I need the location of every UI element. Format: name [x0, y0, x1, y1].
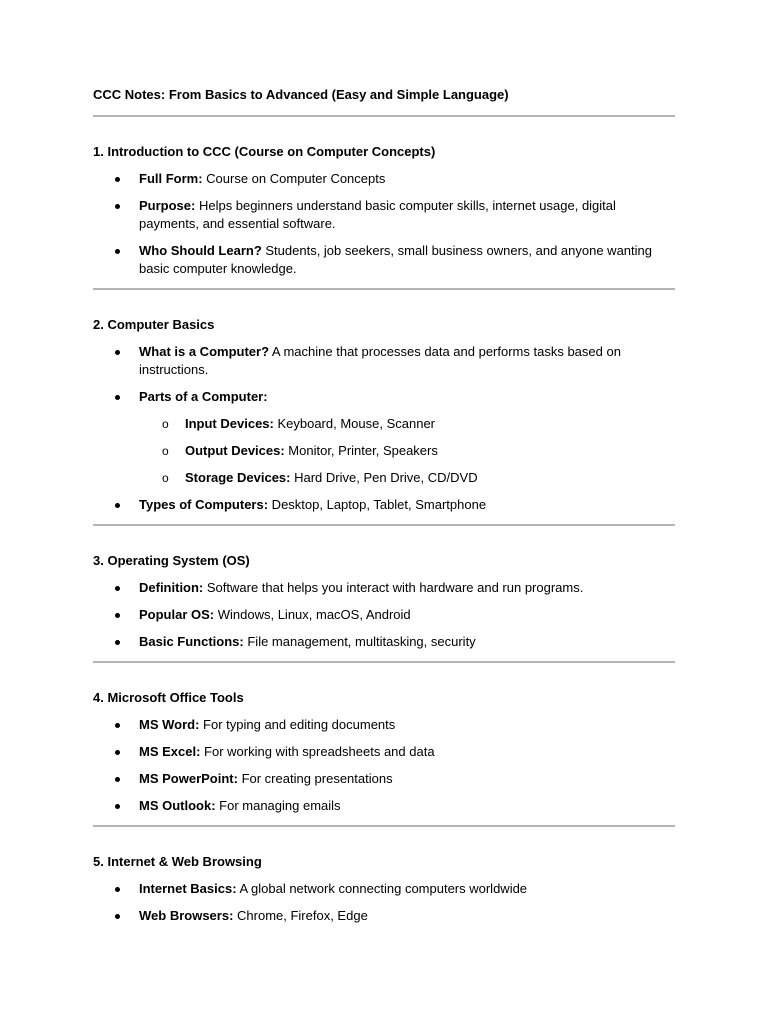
- bullet-icon: [115, 640, 120, 645]
- bullet-list: [93, 880, 675, 925]
- section-divider: [93, 661, 675, 663]
- item-text: Students, job seekers, small business owners, and anyone wanting basic computer knowledge.: [139, 243, 652, 276]
- section-heading: 2. Computer Basics: [93, 317, 215, 332]
- item-text: Course on Computer Concepts: [202, 171, 386, 186]
- section-heading: 3. Operating System (OS): [93, 553, 250, 568]
- list-item: [93, 388, 675, 487]
- section-heading: 4. Microsoft Office Tools: [93, 690, 244, 705]
- list-item: [93, 797, 675, 815]
- sub-list-item: [139, 442, 675, 460]
- bullet-icon: [115, 249, 120, 254]
- item-label: Full Form:: [139, 171, 203, 186]
- item-label: Internet Basics:: [139, 881, 237, 896]
- item-text: Monitor, Printer, Speakers: [284, 443, 438, 458]
- sub-list: [139, 415, 675, 487]
- list-item: [93, 579, 675, 597]
- document-title: CCC Notes: From Basics to Advanced (Easy and Simple Language): [93, 87, 509, 102]
- bullet-icon: [115, 177, 120, 182]
- list-item: [93, 880, 675, 898]
- sub-list-item: [139, 469, 675, 487]
- item-text: Keyboard, Mouse, Scanner: [273, 416, 436, 431]
- item-text: Software that helps you interact with hardware and run programs.: [203, 580, 584, 595]
- list-item: [93, 496, 675, 514]
- circle-bullet-icon: o: [162, 417, 169, 431]
- bullet-list: [93, 716, 675, 815]
- list-item: [93, 743, 675, 761]
- item-text: Desktop, Laptop, Tablet, Smartphone: [268, 497, 487, 512]
- item-label: MS Excel:: [139, 744, 201, 759]
- item-label: MS Outlook:: [139, 798, 216, 813]
- item-label: Output Devices:: [185, 443, 285, 458]
- sub-list-item: [139, 415, 675, 433]
- bullet-icon: [115, 503, 120, 508]
- bullet-icon: [115, 350, 120, 355]
- section-divider: [93, 524, 675, 526]
- item-label: What is a Computer?: [139, 344, 270, 359]
- list-item: [93, 242, 675, 278]
- bullet-list: [93, 343, 675, 514]
- item-label: Storage Devices:: [185, 470, 291, 485]
- list-item: [93, 170, 675, 188]
- section-introduction: [93, 143, 675, 290]
- section-divider: [93, 288, 675, 290]
- bullet-list: [93, 170, 675, 278]
- item-text: A machine that processes data and performs tasks based on instructions.: [139, 344, 621, 377]
- item-text: Chrome, Firefox, Edge: [233, 908, 368, 923]
- bullet-icon: [115, 914, 120, 919]
- section-office-tools: [93, 689, 675, 827]
- item-label: MS PowerPoint:: [139, 771, 238, 786]
- item-label: Parts of a Computer:: [139, 389, 268, 404]
- bullet-icon: [115, 395, 120, 400]
- list-item: [93, 716, 675, 734]
- list-item: [93, 633, 675, 651]
- document-page: [93, 86, 675, 925]
- item-label: Popular OS:: [139, 607, 215, 622]
- circle-bullet-icon: o: [162, 444, 169, 458]
- item-text: Hard Drive, Pen Drive, CD/DVD: [290, 470, 478, 485]
- item-label: Who Should Learn?: [139, 243, 262, 258]
- bullet-icon: [115, 204, 120, 209]
- bullet-icon: [115, 750, 120, 755]
- list-item: [93, 197, 675, 233]
- item-text: A global network connecting computers worldwide: [236, 881, 528, 896]
- item-label: Types of Computers:: [139, 497, 269, 512]
- bullet-icon: [115, 804, 120, 809]
- item-text: File management, multitasking, security: [243, 634, 476, 649]
- bullet-icon: [115, 613, 120, 618]
- bullet-icon: [115, 586, 120, 591]
- bullet-list: [93, 579, 675, 651]
- item-text: For managing emails: [215, 798, 341, 813]
- item-text: Windows, Linux, macOS, Android: [214, 607, 411, 622]
- item-label: Input Devices:: [185, 416, 274, 431]
- bullet-icon: [115, 723, 120, 728]
- item-text: For working with spreadsheets and data: [200, 744, 435, 759]
- list-item: [93, 770, 675, 788]
- section-divider: [93, 825, 675, 827]
- item-label: Purpose:: [139, 198, 196, 213]
- item-label: MS Word:: [139, 717, 200, 732]
- section-internet: [93, 853, 675, 925]
- section-computer-basics: [93, 316, 675, 526]
- section-heading: 1. Introduction to CCC (Course on Computer Concepts): [93, 144, 436, 159]
- bullet-icon: [115, 777, 120, 782]
- list-item: [93, 343, 675, 379]
- section-heading: 5. Internet & Web Browsing: [93, 854, 262, 869]
- item-text: For typing and editing documents: [199, 717, 396, 732]
- circle-bullet-icon: o: [162, 471, 169, 485]
- list-item: [93, 907, 675, 925]
- section-operating-system: [93, 552, 675, 663]
- item-text: For creating presentations: [237, 771, 393, 786]
- item-label: Definition:: [139, 580, 204, 595]
- item-label: Basic Functions:: [139, 634, 244, 649]
- title-divider: [93, 115, 675, 117]
- bullet-icon: [115, 887, 120, 892]
- item-text: Helps beginners understand basic computer skills, internet usage, digital payments, and essential software.: [139, 198, 616, 231]
- item-label: Web Browsers:: [139, 908, 234, 923]
- list-item: [93, 606, 675, 624]
